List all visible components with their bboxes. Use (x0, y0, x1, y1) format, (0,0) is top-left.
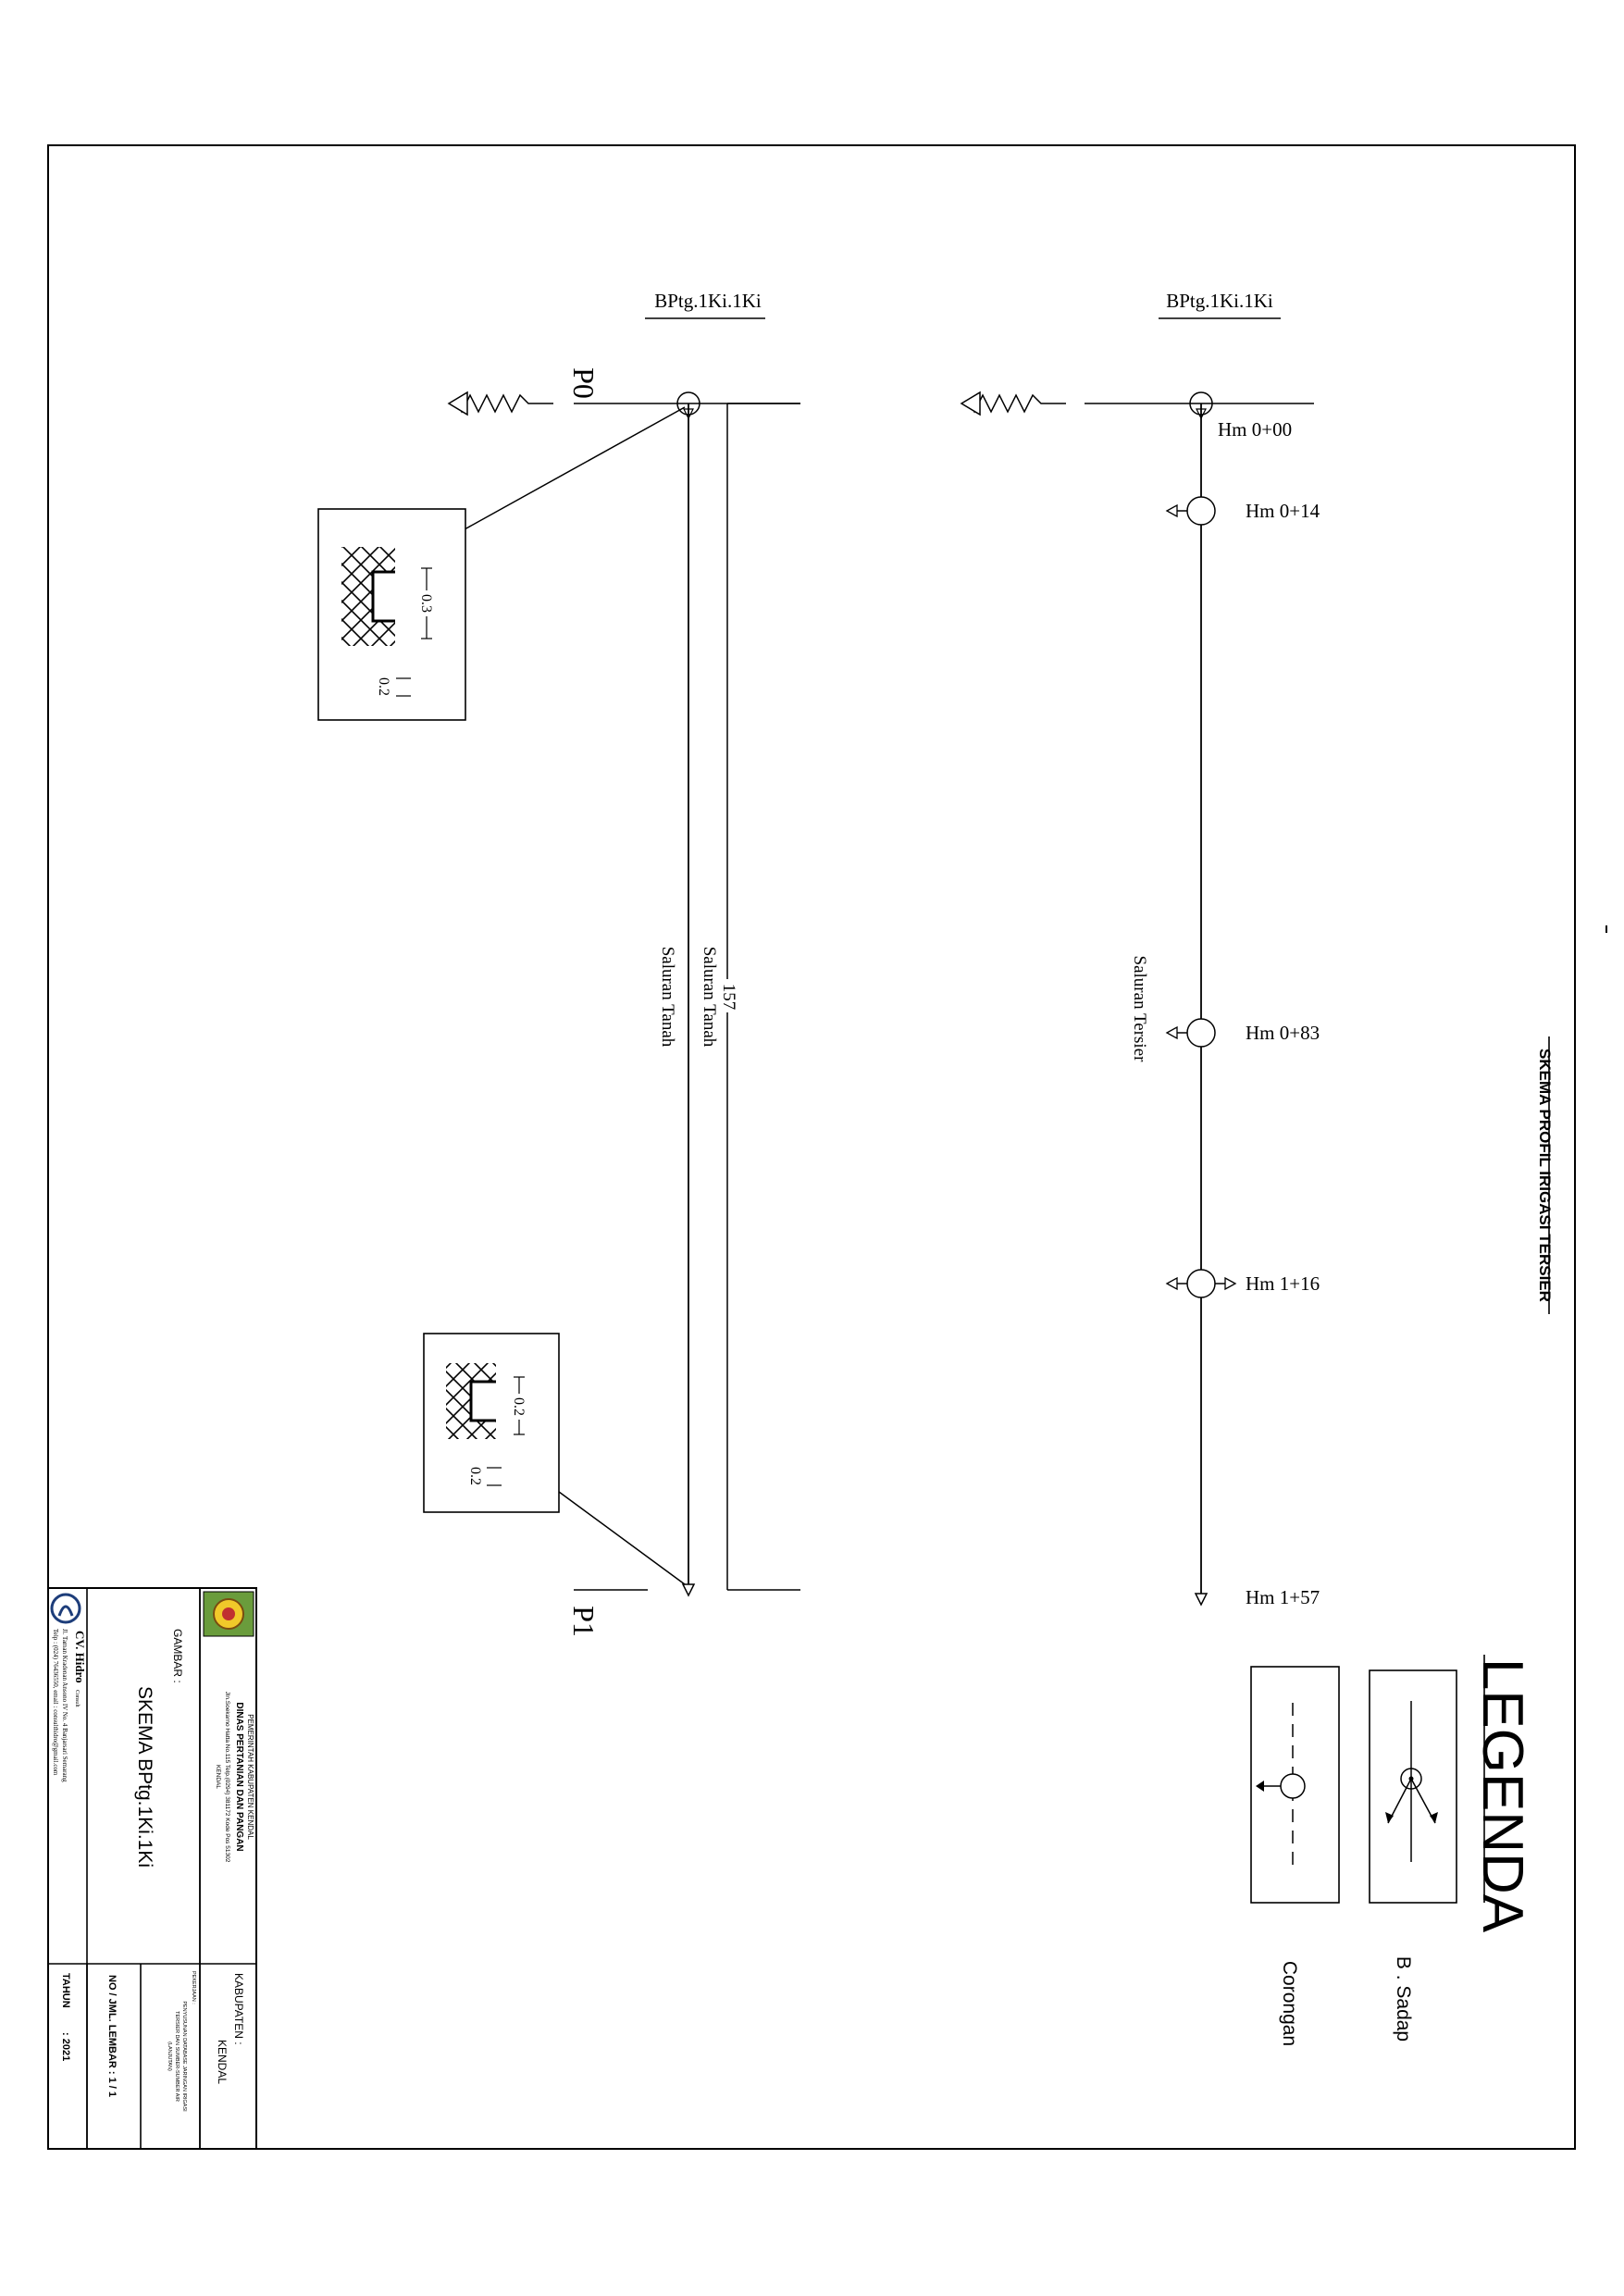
structure-circle-hm-1-16 (1187, 1270, 1215, 1297)
section-top-depth: 0.2 (376, 677, 391, 696)
pekerjaan-value-1: PENYUSUNAN DATABASE JARINGAN IRIGASI (181, 2001, 187, 2112)
section-bottom-width: 0.2 (511, 1397, 527, 1416)
offtake-left-arrow-icon (1167, 1027, 1177, 1038)
start-label-p0: P0 (567, 367, 601, 399)
legend-item-b-sadap: B . Sadap (1393, 1955, 1414, 2042)
legend-title: LEGENDA (1470, 1657, 1534, 1933)
channel-label-saluran-tersier: Saluran Tersier (1130, 955, 1149, 1062)
gambar-label: GAMBAR : (171, 1629, 184, 1683)
station-label: Hm 0+14 (1246, 500, 1320, 522)
station-label: Hm 1+57 (1246, 1586, 1320, 1608)
leader-bottom-section (559, 1492, 685, 1584)
cross-section-top (318, 509, 465, 720)
left-channel-end-arrow-icon (683, 1584, 694, 1595)
no-lembar: NO / JML. LEMBAR : 1 / 1 (106, 1975, 118, 2098)
section-top-width: 0.3 (418, 594, 434, 613)
kabupaten-label: KABUPATEN : (232, 1973, 245, 2045)
cv-hidro-logo-icon (52, 1595, 80, 1622)
agency-city: KENDAL (215, 1764, 221, 1790)
pekerjaan-label: PEKERJAAN : (191, 1971, 196, 2004)
gambar-title: SKEMA BPtg.1Ki.1Ki (134, 1685, 155, 1868)
channel-label-saluran-tanah-1: Saluran Tanah (700, 946, 719, 1048)
legend-item-corongan: Corongan (1279, 1960, 1300, 2047)
consultant-contact: Telp : (024) 76436550, email : consulthidro@gmail.com (52, 1629, 59, 1776)
consultant-sub: Consult (74, 1690, 80, 1707)
section-bottom-depth: 0.2 (467, 1467, 483, 1485)
leader-top-section (465, 407, 685, 529)
title-block (48, 1588, 256, 2149)
end-label-p1: P1 (567, 1606, 601, 1637)
sheet-title: SKEMA PROFIL IRIGASI TERSIER (1536, 1049, 1554, 1302)
pekerjaan-value-2: TERSIER DAN SUMBER-SUMBER AIR (174, 2011, 180, 2102)
right-inlet-arrow-icon (961, 392, 980, 415)
offtake-left-arrow-icon (1167, 505, 1177, 516)
consultant-address: Jl. Taman Kradenan Ansono IV No. 4 Banjarsari Semarang (61, 1629, 68, 1782)
left-box-label: BPtg.1Ki.1Ki (654, 290, 762, 312)
channel-label-saluran-tanah-2: Saluran Tanah (658, 946, 677, 1048)
legend-symbol-corongan (1251, 1667, 1339, 1903)
offtake-right-arrow-icon (1225, 1278, 1235, 1289)
right-channel-end-arrow-icon (1196, 1594, 1207, 1605)
legend-symbol-b-sadap (1370, 1670, 1457, 1903)
pekerjaan-value-3: (LANJUTAN) (167, 2042, 172, 2071)
right-box-label: BPtg.1Ki.1Ki (1166, 290, 1273, 312)
dimension-length: 157 (719, 983, 738, 1011)
agency-line-2: DINAS PERTANIAN DAN PANGAN (234, 1702, 244, 1852)
structure-circle-hm-0-83 (1187, 1019, 1215, 1047)
agency-address: Jln.Soekarno Hatta No.115 Telp.(0294) 381172 Kode Pos 51302 (224, 1691, 230, 1863)
kabupaten-value: KENDAL (216, 2040, 229, 2085)
station-label: Hm 0+00 (1218, 418, 1293, 441)
agency-line-1: PEMERINTAH KABUPATEN KENDAL (246, 1714, 254, 1840)
tahun-value: : 2021 (60, 2032, 71, 2062)
cross-section-bottom (424, 1334, 559, 1512)
station-label: Hm 1+16 (1246, 1272, 1320, 1295)
station-label: Hm 0+83 (1246, 1022, 1320, 1044)
sheet-border (48, 145, 1575, 2149)
consultant-name: CV. Hidro (73, 1631, 87, 1683)
left-inlet-arrow-icon (449, 392, 467, 415)
tahun-label: TAHUN (60, 1973, 71, 2008)
offtake-left-arrow-icon (1167, 1278, 1177, 1289)
structure-circle-hm-0-14 (1187, 497, 1215, 525)
